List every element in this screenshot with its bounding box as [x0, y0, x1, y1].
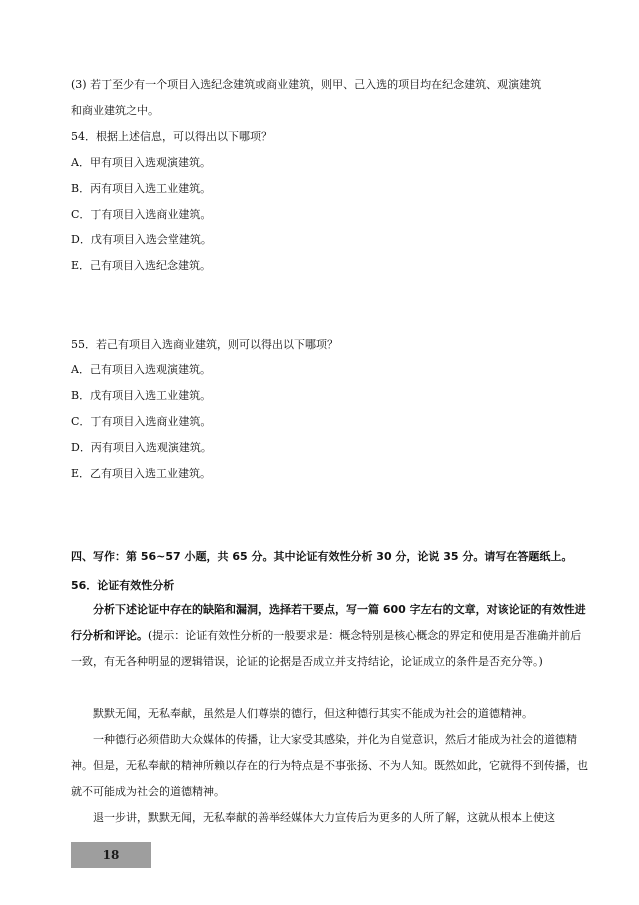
question-54-option-d: D．戊有项目入选会堂建筑。 — [71, 233, 212, 246]
question-55-option-b: B．戊有项目入选工业建筑。 — [71, 389, 212, 402]
question-54-option-c: C．丁有项目入选商业建筑。 — [71, 208, 212, 221]
question-55-option-a: A．己有项目入选观演建筑。 — [71, 363, 211, 376]
question-54-option-a: A．甲有项目入选观演建筑。 — [71, 156, 211, 169]
question-54-option-e: E．己有项目入选纪念建筑。 — [71, 259, 212, 272]
question-55-option-d: D．丙有项目入选观演建筑。 — [71, 441, 212, 454]
condition-3-line-1: (3) 若丁至少有一个项目入选纪念建筑或商业建筑，则甲、己入选的项目均在纪念建筑、观演建筑 — [71, 78, 542, 91]
section-4-heading: 四、写作：第 56~57 小题，共 65 分。其中论证有效性分析 30 分，论说 35 分。请写在答题纸上。 — [71, 550, 573, 563]
question-54-option-b: B．丙有项目入选工业建筑。 — [71, 182, 212, 195]
condition-3-line-2: 和商业建筑之中。 — [71, 104, 159, 117]
question-55-option-e: E．乙有项目入选工业建筑。 — [71, 467, 212, 480]
page-number-box — [71, 842, 151, 868]
question-54-stem: 54．根据上述信息，可以得出以下哪项？ — [71, 130, 272, 143]
question-55-option-c: C．丁有项目入选商业建筑。 — [71, 415, 212, 428]
page-number: 18 — [102, 848, 120, 862]
essay-paragraph-1: 默默无闻，无私奉献，虽然是人们尊崇的德行，但这种德行其实不能成为社会的道德精神。 — [93, 707, 533, 720]
essay-paragraph-2: 一种德行必须借助大众媒体的传播，让大家受其感染，并化为自觉意识，然后才能成为社会的道德精神。但是，无私奉献的精神所赖以存在的行为特点是不事张扬、不为人知。既然如此，它就得不到传播，也就不可能成为社会的道德精神。 — [71, 733, 588, 798]
essay-paragraph-3: 退一步讲，默默无闻，无私奉献的善举经媒体大力宣传后为更多的人所了解，这就从根本上使这 — [93, 811, 555, 824]
instructions-hint: (提示：论证有效性分析的一般要求是：概念特别是核心概念的界定和使用是否准确并前后一致，有无各种明显的逻辑错误，论证的论据是否成立并支持结论，论证成立的条件是否充分等。) — [71, 629, 582, 668]
question-55-stem: 55．若己有项目入选商业建筑，则可以得出以下哪项？ — [71, 338, 338, 351]
question-56-instructions — [71, 597, 589, 675]
instructions-bold: 分析下述论证中存在的缺陷和漏洞，选择若干要点，写一篇 600 字左右的文章，对该论证的有效性进行分析和评论。 — [71, 603, 586, 642]
question-56-title: 56．论证有效性分析 — [71, 579, 175, 592]
